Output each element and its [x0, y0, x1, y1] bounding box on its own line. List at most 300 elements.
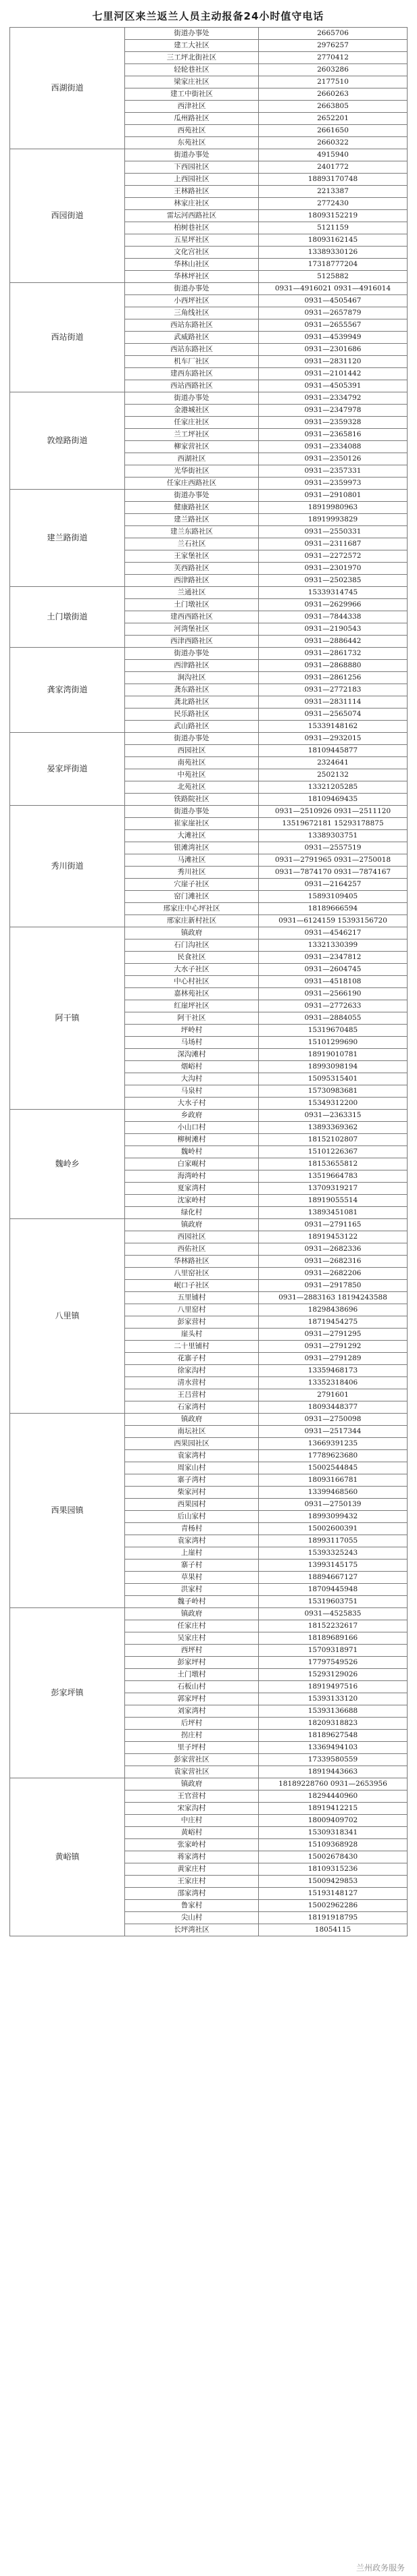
phone-number-cell: 15339148162: [259, 721, 408, 733]
unit-name-cell: 王吕营村: [125, 1389, 259, 1401]
unit-name-cell: 马场村: [125, 1037, 259, 1049]
unit-name-cell: 街道办事处: [125, 283, 259, 295]
phone-number-cell: 13669391235: [259, 1438, 408, 1450]
phone-number-cell: 13321330399: [259, 939, 408, 952]
unit-name-cell: 北苑社区: [125, 781, 259, 794]
unit-name-cell: 清水营村: [125, 1377, 259, 1389]
unit-name-cell: 任家庄西路社区: [125, 478, 259, 490]
unit-name-cell: 嘉林苑社区: [125, 988, 259, 1000]
unit-name-cell: 街道办事处: [125, 149, 259, 161]
unit-name-cell: 彭家坪村: [125, 1657, 259, 1669]
street-name-cell: 阿干镇: [10, 927, 125, 1110]
phone-number-cell: 0931—7874170 0931—7874167: [259, 867, 408, 879]
contact-table-body: [10, 28, 408, 1936]
phone-number-cell: 15393325243: [259, 1547, 408, 1560]
phone-number-cell: 17318777204: [259, 259, 408, 271]
unit-name-cell: 上崖村: [125, 1547, 259, 1560]
unit-name-cell: 镇政府: [125, 1414, 259, 1426]
phone-number-cell: 0931—4505467: [259, 295, 408, 307]
unit-name-cell: 邵家湾村: [125, 1888, 259, 1900]
phone-number-cell: 18093152219: [259, 210, 408, 222]
unit-name-cell: 南坛社区: [125, 1426, 259, 1438]
phone-number-cell: 0931—2861732: [259, 648, 408, 660]
phone-number-cell: 0931—2861256: [259, 672, 408, 684]
unit-name-cell: 乡政府: [125, 1110, 259, 1122]
table-row: [10, 28, 408, 40]
phone-number-cell: 15393136688: [259, 1705, 408, 1718]
phone-number-cell: 0931—6124159 15393156720: [259, 915, 408, 927]
unit-name-cell: 小西坪社区: [125, 295, 259, 307]
phone-number-cell: 15893109405: [259, 891, 408, 903]
phone-number-cell: 2660263: [259, 88, 408, 101]
phone-number-cell: 5125882: [259, 271, 408, 283]
phone-number-cell: 18152102807: [259, 1134, 408, 1146]
phone-number-cell: 15101226367: [259, 1146, 408, 1158]
phone-number-cell: 0931—4505391: [259, 380, 408, 392]
phone-number-cell: 18152232617: [259, 1620, 408, 1632]
unit-name-cell: 鲁家村: [125, 1900, 259, 1912]
phone-number-cell: 0931—4916021 0931—4916014: [259, 283, 408, 295]
unit-name-cell: 西站东路社区: [125, 344, 259, 356]
phone-number-cell: 15349312200: [259, 1098, 408, 1110]
phone-number-cell: 2213387: [259, 186, 408, 198]
phone-number-cell: 15709318971: [259, 1645, 408, 1657]
phone-number-cell: 0931—4518108: [259, 976, 408, 988]
phone-number-cell: 2652201: [259, 113, 408, 125]
unit-name-cell: 邢家庄新村社区: [125, 915, 259, 927]
unit-name-cell: 洪家村: [125, 1584, 259, 1596]
unit-name-cell: 西站西路社区: [125, 380, 259, 392]
phone-number-cell: 18153655812: [259, 1158, 408, 1170]
unit-name-cell: 五星坪社区: [125, 234, 259, 247]
phone-number-cell: 0931—4539949: [259, 332, 408, 344]
unit-name-cell: 柴家河村: [125, 1487, 259, 1499]
unit-name-cell: 穴崖子社区: [125, 879, 259, 891]
phone-number-cell: 2660322: [259, 137, 408, 149]
table-row: [10, 927, 408, 939]
phone-number-cell: 0931—2517344: [259, 1426, 408, 1438]
street-name-cell: 西园街道: [10, 149, 125, 283]
unit-name-cell: 秀川社区: [125, 867, 259, 879]
table-row: [10, 490, 408, 502]
phone-number-cell: 18919055514: [259, 1195, 408, 1207]
unit-name-cell: 华林山社区: [125, 259, 259, 271]
unit-name-cell: 兰工坪社区: [125, 429, 259, 441]
unit-name-cell: 东苑社区: [125, 137, 259, 149]
phone-number-cell: 15095315401: [259, 1073, 408, 1085]
phone-number-cell: 18298438696: [259, 1304, 408, 1316]
phone-number-cell: 0931—2334088: [259, 441, 408, 453]
unit-name-cell: 建西东路社区: [125, 368, 259, 380]
unit-name-cell: 蒋家湾村: [125, 1851, 259, 1863]
unit-name-cell: 马滩社区: [125, 854, 259, 867]
unit-name-cell: 岷口子社区: [125, 1280, 259, 1292]
phone-number-cell: 18189666594: [259, 903, 408, 915]
phone-number-cell: 0931—2272572: [259, 550, 408, 563]
unit-name-cell: 三工坪北街社区: [125, 52, 259, 64]
unit-name-cell: 街道办事处: [125, 806, 259, 818]
unit-name-cell: 任家庄社区: [125, 417, 259, 429]
phone-number-cell: 18093448377: [259, 1401, 408, 1414]
phone-number-cell: 18109445877: [259, 745, 408, 757]
unit-name-cell: 兰石社区: [125, 538, 259, 550]
unit-name-cell: 吴家庄村: [125, 1632, 259, 1645]
unit-name-cell: 后坪村: [125, 1718, 259, 1730]
phone-number-cell: 0931—2791965 0931—2750018: [259, 854, 408, 867]
phone-number-cell: 0931—2359328: [259, 417, 408, 429]
unit-name-cell: 镇政府: [125, 927, 259, 939]
phone-number-cell: 0931—2363315: [259, 1110, 408, 1122]
unit-name-cell: 草果村: [125, 1572, 259, 1584]
unit-name-cell: 袁家湾村: [125, 1450, 259, 1462]
unit-name-cell: 寨子村: [125, 1560, 259, 1572]
unit-name-cell: 西津西路社区: [125, 636, 259, 648]
phone-number-cell: 17797549526: [259, 1657, 408, 1669]
phone-number-cell: 18919980963: [259, 502, 408, 514]
unit-name-cell: 建兰路社区: [125, 514, 259, 526]
phone-number-cell: 18054115: [259, 1924, 408, 1936]
phone-number-cell: 0931—2910801: [259, 490, 408, 502]
phone-number-cell: 0931—2657879: [259, 307, 408, 319]
unit-name-cell: 西湖社区: [125, 453, 259, 465]
phone-number-cell: 2177510: [259, 76, 408, 88]
unit-name-cell: 石家湾村: [125, 1401, 259, 1414]
unit-name-cell: 柏树巷社区: [125, 222, 259, 234]
unit-name-cell: 瓜州路社区: [125, 113, 259, 125]
phone-number-cell: 2502132: [259, 769, 408, 781]
phone-number-cell: 13389303751: [259, 830, 408, 842]
unit-name-cell: 马泉村: [125, 1085, 259, 1098]
phone-number-cell: 15339314745: [259, 587, 408, 599]
street-name-cell: 晏家坪街道: [10, 733, 125, 806]
unit-name-cell: 中庄村: [125, 1815, 259, 1827]
phone-number-cell: 17339580559: [259, 1754, 408, 1766]
unit-name-cell: 袁家营社区: [125, 1766, 259, 1778]
phone-number-cell: 0931—2831114: [259, 696, 408, 709]
phone-number-cell: 13893451081: [259, 1207, 408, 1219]
unit-name-cell: 芙西路社区: [125, 563, 259, 575]
unit-name-cell: 金港城社区: [125, 405, 259, 417]
phone-number-cell: 0931—2164257: [259, 879, 408, 891]
unit-name-cell: 建工中街社区: [125, 88, 259, 101]
phone-number-cell: 18093166781: [259, 1474, 408, 1487]
phone-number-cell: 0931—2750139: [259, 1499, 408, 1511]
phone-number-cell: 0931—2550331: [259, 526, 408, 538]
unit-name-cell: 深沟滩村: [125, 1049, 259, 1061]
unit-name-cell: 机车厂社区: [125, 356, 259, 368]
unit-name-cell: 西佑社区: [125, 1243, 259, 1256]
phone-number-cell: 13399468560: [259, 1487, 408, 1499]
unit-name-cell: 街道办事处: [125, 648, 259, 660]
phone-number-cell: 17789623680: [259, 1450, 408, 1462]
phone-number-cell: 4915940: [259, 149, 408, 161]
street-name-cell: 西湖街道: [10, 28, 125, 149]
unit-name-cell: 寨子湾村: [125, 1474, 259, 1487]
unit-name-cell: 建西西路社区: [125, 611, 259, 623]
phone-number-cell: 0931—7844338: [259, 611, 408, 623]
phone-number-cell: 0931—2831120: [259, 356, 408, 368]
unit-name-cell: 民乐路社区: [125, 709, 259, 721]
phone-number-cell: 18919993829: [259, 514, 408, 526]
table-row: [10, 733, 408, 745]
unit-name-cell: 华林路社区: [125, 1256, 259, 1268]
phone-number-cell: 0931—4546217: [259, 927, 408, 939]
phone-number-cell: 18109469435: [259, 794, 408, 806]
phone-number-cell: 0931—2347812: [259, 952, 408, 964]
phone-number-cell: 0931—2301686: [259, 344, 408, 356]
phone-number-cell: 2772430: [259, 198, 408, 210]
phone-number-cell: 0931—2190543: [259, 623, 408, 636]
unit-name-cell: 石板山村: [125, 1681, 259, 1693]
phone-number-cell: 2603286: [259, 64, 408, 76]
unit-name-cell: 西坪村: [125, 1645, 259, 1657]
phone-number-cell: 13993145175: [259, 1560, 408, 1572]
phone-number-cell: 0931—2557519: [259, 842, 408, 854]
unit-name-cell: 尖山村: [125, 1912, 259, 1924]
unit-name-cell: 海湾岭村: [125, 1170, 259, 1183]
unit-name-cell: 周家山村: [125, 1462, 259, 1474]
unit-name-cell: 坪岭村: [125, 1025, 259, 1037]
street-name-cell: 西站街道: [10, 283, 125, 392]
unit-name-cell: 街道办事处: [125, 392, 259, 405]
unit-name-cell: 红崖坪社区: [125, 1000, 259, 1012]
unit-name-cell: 铁路院社区: [125, 794, 259, 806]
unit-name-cell: 银滩湾社区: [125, 842, 259, 854]
phone-number-cell: 13893369362: [259, 1122, 408, 1134]
phone-number-cell: 0931—2604745: [259, 964, 408, 976]
unit-name-cell: 里子坪村: [125, 1742, 259, 1754]
unit-name-cell: 崔家崖社区: [125, 818, 259, 830]
unit-name-cell: 镇政府: [125, 1219, 259, 1231]
phone-number-cell: 0931—2917850: [259, 1280, 408, 1292]
table-row: [10, 1778, 408, 1791]
phone-number-cell: 0931—2301970: [259, 563, 408, 575]
phone-number-cell: 0931—2682316: [259, 1256, 408, 1268]
unit-name-cell: 雷坛河西路社区: [125, 210, 259, 222]
phone-number-cell: 2663805: [259, 101, 408, 113]
phone-number-cell: 2770412: [259, 52, 408, 64]
phone-number-cell: 18919453122: [259, 1231, 408, 1243]
phone-number-cell: 0931—2772183: [259, 684, 408, 696]
phone-number-cell: 15101299690: [259, 1037, 408, 1049]
phone-number-cell: 18209318823: [259, 1718, 408, 1730]
phone-number-cell: 0931—2629966: [259, 599, 408, 611]
unit-name-cell: 拐庄村: [125, 1730, 259, 1742]
unit-name-cell: 河湾堡社区: [125, 623, 259, 636]
unit-name-cell: 西苑社区: [125, 125, 259, 137]
unit-name-cell: 后山家村: [125, 1511, 259, 1523]
unit-name-cell: 八里窑社区: [125, 1268, 259, 1280]
unit-name-cell: 五里铺村: [125, 1292, 259, 1304]
unit-name-cell: 黄峪村: [125, 1827, 259, 1839]
phone-number-cell: 15319670485: [259, 1025, 408, 1037]
street-name-cell: 彭家坪镇: [10, 1608, 125, 1778]
phone-number-cell: 13519664783: [259, 1170, 408, 1183]
unit-name-cell: 建工大社区: [125, 40, 259, 52]
unit-name-cell: 大水子村: [125, 1098, 259, 1110]
unit-name-cell: 邢家庄中心坪社区: [125, 903, 259, 915]
phone-number-cell: 0931—2682206: [259, 1268, 408, 1280]
unit-name-cell: 八里窑村: [125, 1304, 259, 1316]
street-name-cell: 建兰路街道: [10, 490, 125, 587]
phone-number-cell: 13709319217: [259, 1183, 408, 1195]
phone-number-cell: 18919010781: [259, 1049, 408, 1061]
unit-name-cell: 华林坪社区: [125, 271, 259, 283]
unit-name-cell: 中心村社区: [125, 976, 259, 988]
street-name-cell: 敦煌路街道: [10, 392, 125, 490]
table-row: [10, 1608, 408, 1620]
phone-number-cell: 0931—2791295: [259, 1329, 408, 1341]
phone-number-cell: 13359468173: [259, 1365, 408, 1377]
phone-number-cell: 0931—2883163 18194243588: [259, 1292, 408, 1304]
unit-name-cell: 中苑社区: [125, 769, 259, 781]
phone-number-cell: 15002544845: [259, 1462, 408, 1474]
unit-name-cell: 武山路社区: [125, 721, 259, 733]
unit-name-cell: 袁家湾村: [125, 1535, 259, 1547]
unit-name-cell: 龚东路社区: [125, 684, 259, 696]
unit-name-cell: 健康路社区: [125, 502, 259, 514]
phone-number-cell: 0931—2565074: [259, 709, 408, 721]
unit-name-cell: 徐家沟村: [125, 1365, 259, 1377]
unit-name-cell: 彭家营村: [125, 1316, 259, 1329]
document-page: [9, 5, 407, 1936]
street-name-cell: 黄峪镇: [10, 1778, 125, 1936]
phone-number-cell: 0931—2682336: [259, 1243, 408, 1256]
unit-name-cell: 西果园社区: [125, 1438, 259, 1450]
unit-name-cell: 张家岭村: [125, 1839, 259, 1851]
phone-number-cell: 13389330126: [259, 247, 408, 259]
phone-number-cell: 0931—2311687: [259, 538, 408, 550]
street-name-cell: 龚家湾街道: [10, 648, 125, 733]
phone-number-cell: 15309318341: [259, 1827, 408, 1839]
table-row: [10, 1219, 408, 1231]
table-row: [10, 806, 408, 818]
phone-number-cell: 18709445948: [259, 1584, 408, 1596]
phone-number-cell: 15319603751: [259, 1596, 408, 1608]
unit-name-cell: 街道办事处: [125, 490, 259, 502]
phone-number-cell: 15393133120: [259, 1693, 408, 1705]
phone-number-cell: 0931—2350126: [259, 453, 408, 465]
phone-number-cell: 18893170748: [259, 174, 408, 186]
unit-name-cell: 土门墩社区: [125, 599, 259, 611]
phone-number-cell: 0931—2365816: [259, 429, 408, 441]
table-row: [10, 392, 408, 405]
unit-name-cell: 青杨村: [125, 1523, 259, 1535]
phone-number-cell: 18294440960: [259, 1791, 408, 1803]
unit-name-cell: 上西园社区: [125, 174, 259, 186]
phone-number-cell: 18191918795: [259, 1912, 408, 1924]
phone-number-cell: 18189627548: [259, 1730, 408, 1742]
unit-name-cell: 柳家营社区: [125, 441, 259, 453]
phone-number-cell: 2324641: [259, 757, 408, 769]
phone-number-cell: 18093162145: [259, 234, 408, 247]
phone-number-cell: 0931—2868880: [259, 660, 408, 672]
unit-name-cell: 王家庄村: [125, 1876, 259, 1888]
phone-number-cell: 15009429853: [259, 1876, 408, 1888]
phone-number-cell: 15730983681: [259, 1085, 408, 1098]
street-name-cell: 土门墩街道: [10, 587, 125, 648]
unit-name-cell: 土门墩村: [125, 1669, 259, 1681]
unit-name-cell: 林家庄社区: [125, 198, 259, 210]
table-row: [10, 1414, 408, 1426]
unit-name-cell: 南苑社区: [125, 757, 259, 769]
phone-number-cell: 15002600391: [259, 1523, 408, 1535]
unit-name-cell: 西园社区: [125, 745, 259, 757]
unit-name-cell: 长坪湾社区: [125, 1924, 259, 1936]
unit-name-cell: 绿化村: [125, 1207, 259, 1219]
phone-number-cell: 0931—2347978: [259, 405, 408, 417]
phone-number-cell: 18919443663: [259, 1766, 408, 1778]
unit-name-cell: 郭家坪村: [125, 1693, 259, 1705]
phone-number-cell: 18993117055: [259, 1535, 408, 1547]
table-row: [10, 283, 408, 295]
unit-name-cell: 西津路社区: [125, 660, 259, 672]
unit-name-cell: 花寨子村: [125, 1353, 259, 1365]
unit-name-cell: 魏子岭村: [125, 1596, 259, 1608]
unit-name-cell: 夏家湾村: [125, 1183, 259, 1195]
street-name-cell: 西果园镇: [10, 1414, 125, 1608]
phone-number-cell: 0931—2791292: [259, 1341, 408, 1353]
phone-number-cell: 15193148127: [259, 1888, 408, 1900]
phone-number-cell: 18919497516: [259, 1681, 408, 1693]
phone-number-cell: 0931—2359973: [259, 478, 408, 490]
phone-number-cell: 0931—2750098: [259, 1414, 408, 1426]
street-name-cell: 秀川街道: [10, 806, 125, 927]
unit-name-cell: 黄家庄村: [125, 1863, 259, 1876]
phone-number-cell: 13321205285: [259, 781, 408, 794]
unit-name-cell: 三角线社区: [125, 307, 259, 319]
phone-number-cell: 18189689166: [259, 1632, 408, 1645]
unit-name-cell: 龚北路社区: [125, 696, 259, 709]
unit-name-cell: 小山口村: [125, 1122, 259, 1134]
unit-name-cell: 建兰东路社区: [125, 526, 259, 538]
unit-name-cell: 王家堡社区: [125, 550, 259, 563]
phone-number-cell: 0931—2334792: [259, 392, 408, 405]
phone-number-cell: 18993098194: [259, 1061, 408, 1073]
table-row: [10, 587, 408, 599]
phone-number-cell: 18009409702: [259, 1815, 408, 1827]
document-title: 七里河区来兰返兰人员主动报备24小时值守电话: [92, 10, 324, 22]
phone-number-cell: 0931—2101442: [259, 368, 408, 380]
phone-number-cell: 13352318406: [259, 1377, 408, 1389]
unit-name-cell: 西津路社区: [125, 575, 259, 587]
unit-name-cell: 西园社区: [125, 1231, 259, 1243]
phone-number-cell: 0931—2884055: [259, 1012, 408, 1025]
phone-number-cell: 0931—2791289: [259, 1353, 408, 1365]
unit-name-cell: 彭家营社区: [125, 1754, 259, 1766]
street-name-cell: 魏岭乡: [10, 1110, 125, 1219]
phone-number-cell: 2661650: [259, 125, 408, 137]
phone-number-cell: 0931—2510926 0931—2511120: [259, 806, 408, 818]
unit-name-cell: 街道办事处: [125, 733, 259, 745]
unit-name-cell: 任家庄村: [125, 1620, 259, 1632]
unit-name-cell: 西站东路社区: [125, 319, 259, 332]
contact-table: [9, 27, 408, 1936]
phone-number-cell: 15002962286: [259, 1900, 408, 1912]
unit-name-cell: 街道办事处: [125, 28, 259, 40]
unit-name-cell: 西津社区: [125, 101, 259, 113]
phone-number-cell: 13519672181 15293178875: [259, 818, 408, 830]
phone-number-cell: 15109368928: [259, 1839, 408, 1851]
watermark-text: 兰州政务服务: [355, 2563, 405, 2573]
unit-name-cell: 兰通社区: [125, 587, 259, 599]
phone-number-cell: 0931—2932015: [259, 733, 408, 745]
phone-number-cell: 0931—2502385: [259, 575, 408, 587]
table-row: [10, 149, 408, 161]
phone-number-cell: 0931—2655567: [259, 319, 408, 332]
unit-name-cell: 阿干社区: [125, 1012, 259, 1025]
phone-number-cell: 2401772: [259, 161, 408, 174]
